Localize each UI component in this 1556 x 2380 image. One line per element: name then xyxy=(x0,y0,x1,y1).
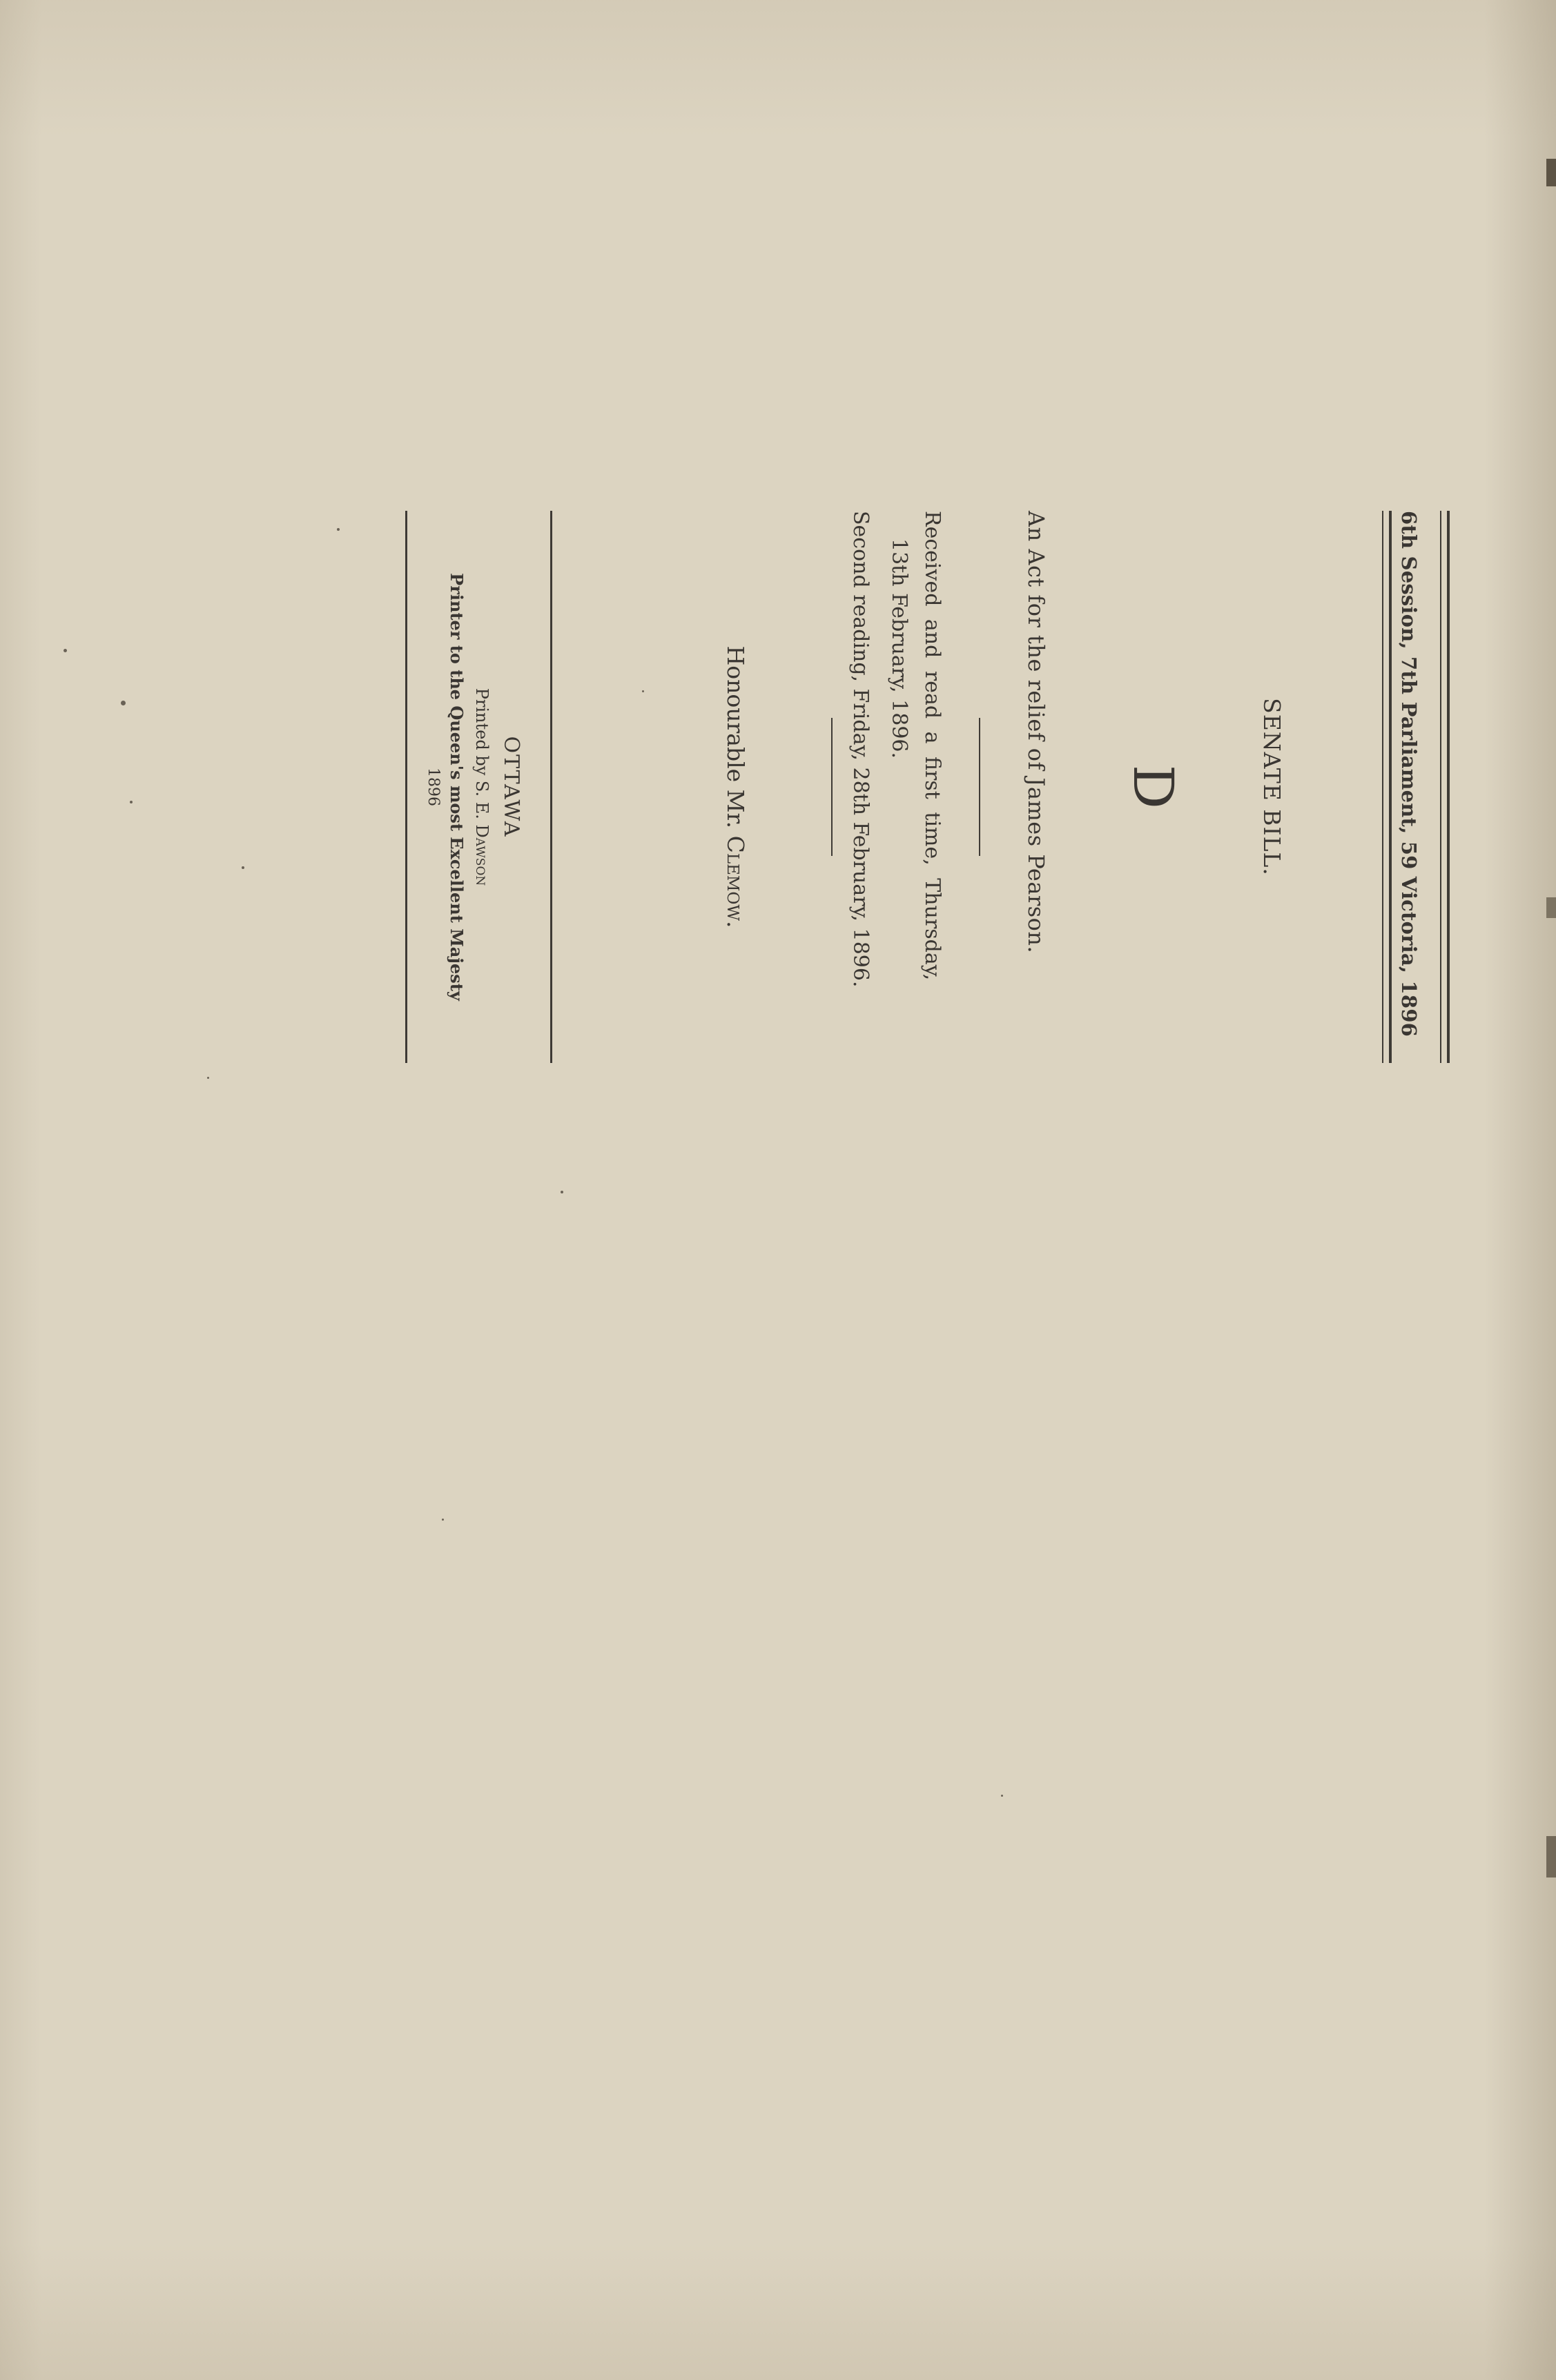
paper-speck xyxy=(561,1191,563,1193)
received-line-2: 13th February, 1896. xyxy=(887,538,911,759)
top-double-rule xyxy=(1447,511,1450,1063)
paper-speck xyxy=(64,649,67,652)
session-double-rule-inner xyxy=(1382,511,1383,1063)
short-divider xyxy=(831,718,833,856)
closing-rule xyxy=(405,511,407,1063)
session-double-rule xyxy=(1389,511,1392,1063)
session-line: 6th Session, 7th Parliament, 59 Victoria, 1896 xyxy=(1397,511,1421,1037)
sponsor-prefix: Honourable Mr. xyxy=(722,645,749,836)
paper-edge-tear xyxy=(1546,897,1556,918)
paper-speck xyxy=(207,1077,209,1079)
city-line: OTTAWA xyxy=(499,736,523,838)
sponsor-name: Clemow. xyxy=(722,835,749,928)
received-line-1: Received and read a first time, Thursday, xyxy=(920,511,944,981)
act-title: An Act for the relief of James Pearson. xyxy=(1023,511,1049,954)
paper-speck xyxy=(130,801,133,803)
paper-speck xyxy=(242,866,244,869)
second-reading-line: Second reading, Friday, 28th February, 1896. xyxy=(848,511,873,988)
sponsor-line xyxy=(722,511,749,1063)
printed-by-prefix: Printed by S. E. xyxy=(472,687,492,825)
paper-speck xyxy=(1001,1795,1003,1797)
bottom-rule xyxy=(550,511,552,1063)
printer-name: Dawson xyxy=(472,824,492,886)
paper-edge-tear xyxy=(1546,1836,1556,1877)
paper-speck xyxy=(121,701,126,705)
bill-letter: D xyxy=(1121,764,1185,810)
paper-edge-tear xyxy=(1546,159,1556,186)
year-line: 1896 xyxy=(425,768,442,806)
paper-speck xyxy=(442,1519,444,1521)
printed-by-line xyxy=(472,511,492,1063)
top-double-rule-inner xyxy=(1440,511,1441,1063)
printer-title-line: Printer to the Queen's most Excellent Majesty xyxy=(447,573,467,1001)
bill-cover-sheet xyxy=(249,511,1450,1063)
short-divider xyxy=(979,718,980,856)
bill-type-heading: SENATE BILL. xyxy=(1258,698,1285,876)
